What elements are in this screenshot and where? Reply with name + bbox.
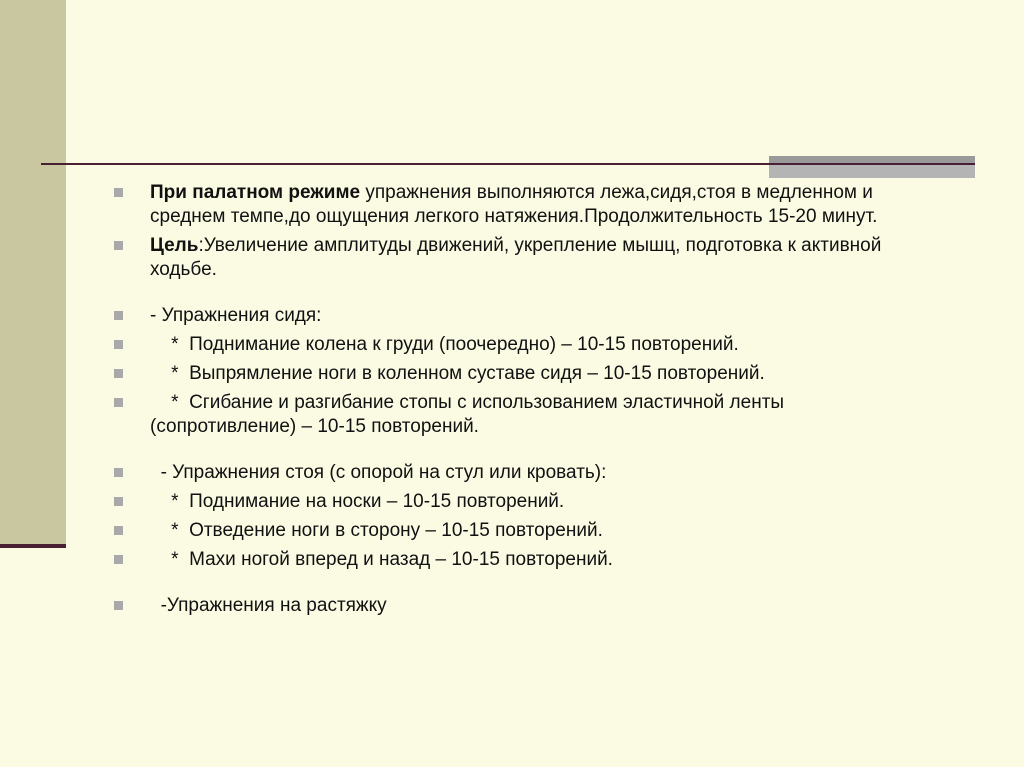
square-bullet-icon — [114, 369, 123, 378]
item-text: упражнения выполняются лежа,сидя,стоя в медленном и среднем темпе,до ощущения легкого натяжения.Продолжительность 15-20 минут. — [150, 182, 878, 227]
list-item-standing-header — [110, 461, 930, 485]
item-text: * Поднимание колена к груди (поочередно) – 10-15 повторений. — [150, 334, 739, 355]
list-item-sitting-exercise — [110, 391, 930, 439]
list-item-sitting-header — [110, 304, 930, 328]
left-accent-bar — [0, 0, 66, 547]
item-text: :Увеличение амплитуды движений, укрепление мышц, подготовка к активной ходьбе. — [150, 235, 882, 280]
square-bullet-icon — [114, 468, 123, 477]
square-bullet-icon — [114, 188, 123, 197]
square-bullet-icon — [114, 526, 123, 535]
item-text: -Упражнения на растяжку — [150, 595, 387, 616]
square-bullet-icon — [114, 398, 123, 407]
list-item-stretching-header — [110, 594, 930, 618]
item-text: * Сгибание и разгибание стопы с использованием эластичной ленты (сопротивление) – 10-15 повторений. — [150, 392, 790, 437]
item-bold-label: При палатном режиме — [150, 182, 361, 203]
item-text: - Упражнения сидя: — [150, 305, 322, 326]
item-text: * Отведение ноги в сторону – 10-15 повторений. — [150, 520, 603, 541]
list-item-standing-exercise — [110, 490, 930, 514]
item-bold-label: Цель — [150, 235, 199, 256]
list-item-sitting-exercise — [110, 362, 930, 386]
list-item-sitting-exercise — [110, 333, 930, 357]
item-text: * Выпрямление ноги в коленном суставе сидя – 10-15 повторений. — [150, 363, 765, 384]
list-item-standing-exercise — [110, 548, 930, 572]
square-bullet-icon — [114, 555, 123, 564]
left-accent-line — [0, 544, 66, 548]
decorative-gray-stripe — [769, 156, 975, 163]
square-bullet-icon — [114, 241, 123, 250]
item-text: * Поднимание на носки – 10-15 повторений. — [150, 491, 565, 512]
square-bullet-icon — [114, 340, 123, 349]
item-text: - Упражнения стоя (с опорой на стул или кровать): — [150, 462, 607, 483]
square-bullet-icon — [114, 311, 123, 320]
list-item-goal — [110, 234, 930, 282]
square-bullet-icon — [114, 601, 123, 610]
decorative-gray-block — [769, 156, 975, 178]
decorative-gray-stripe — [769, 165, 975, 178]
list-item-ward-regime — [110, 181, 930, 229]
square-bullet-icon — [114, 497, 123, 506]
item-text: * Махи ногой вперед и назад – 10-15 повторений. — [150, 549, 613, 570]
list-item-standing-exercise — [110, 519, 930, 543]
slide-content — [110, 181, 930, 623]
